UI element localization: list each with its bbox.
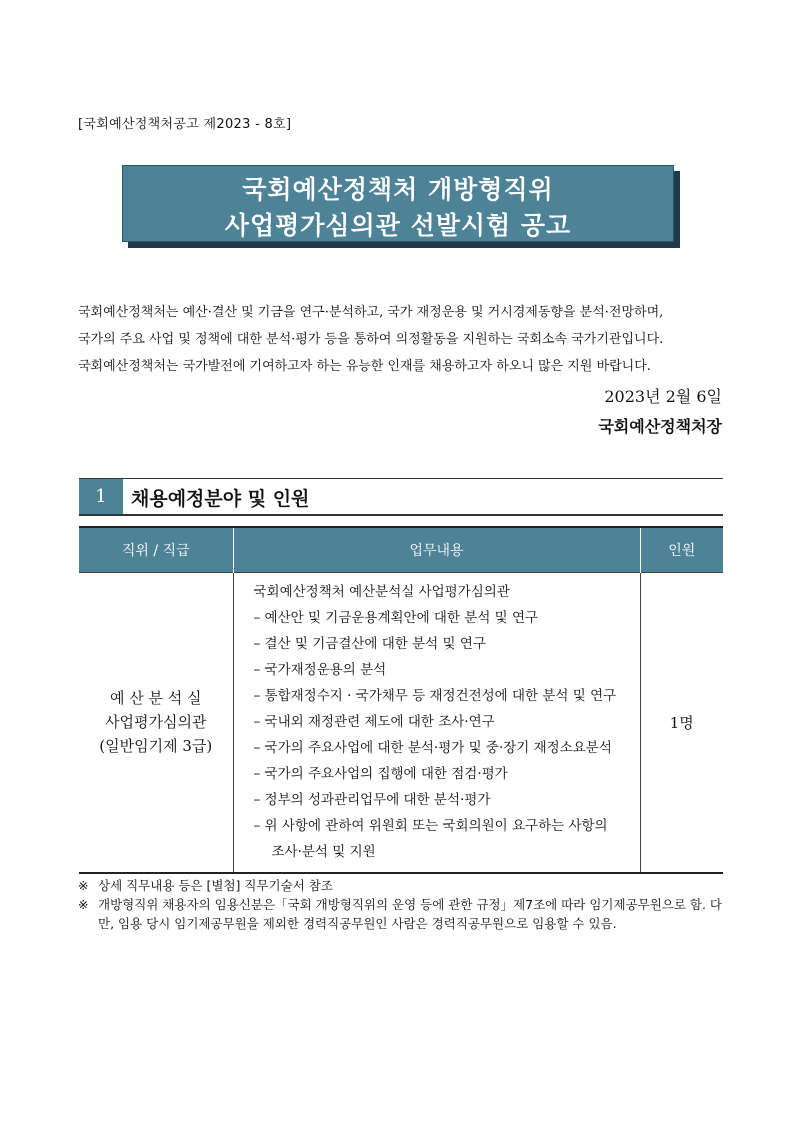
intro-line-2: 국가의 주요 사업 및 정책에 대한 분석·평가 등을 통하여 의정활동을 지원하는 국회소속 국가기관입니다. [78,332,664,347]
section-heading [79,478,723,516]
section-title: 채용예정분야 및 인원 [131,488,310,510]
duty-item: – 국내외 재정관련 제도에 대한 조사·연구 [253,714,495,730]
duty-item: – 국가의 주요사업에 대한 분석·평가 및 중·장기 재정소요분석 [253,740,612,756]
duty-item-continued: 조사·분석 및 지원 [271,844,376,860]
footnote [78,895,726,933]
duty-item: – 국가재정운용의 분석 [253,662,387,678]
title-line-2: 사업평가심의관 선발시험 공고 [224,211,572,240]
title-line-1: 국회예산정책처 개방형직위 [242,175,554,204]
intro-paragraph [78,299,728,380]
duty-item: – 정부의 성과관리업무에 대한 분석·평가 [253,792,491,808]
footnote [78,876,726,895]
table-header-row [79,527,723,573]
header-duties: 업무내용 [233,527,640,573]
duties-cell [233,573,640,873]
duty-item: – 국가의 주요사업의 집행에 대한 점검·평가 [253,766,508,782]
note-mark: ※ [78,878,89,893]
position-line: (일반임기제 3급) [99,737,213,756]
duty-item: 국회예산정책처 예산분석실 사업평가심의관 [253,584,510,600]
intro-line-1: 국회예산정책처는 예산·결산 및 기금을 연구·분석하고, 국가 재정운용 및 거시경제동향을 분석·전망하며, [78,305,664,320]
duty-item: – 결산 및 기금결산에 대한 분석 및 연구 [253,636,486,652]
note-text: 개방형직위 채용자의 임용신분은「국회 개방형직위의 운영 등에 관한 규정」제7조에 따라 임기제공무원으로 함. 다만, 임용 당시 임기제공무원을 제외한 경력직공무원인 사람은 경력직공무원으로 임용할 수 있음. [98,897,723,931]
table-row [79,573,723,873]
title-banner [122,165,674,242]
note-mark: ※ [78,897,89,912]
position-cell [79,573,233,873]
issuer: 국회예산정책처장 [598,417,722,436]
recruitment-table [79,526,723,874]
notice-number: [국회예산정책처공고 제2023 - 8호] [78,117,292,132]
position-line: 사업평가심의관 [105,713,207,732]
duty-item: – 통합재정수지 · 국가채무 등 재정건전성에 대한 분석 및 연구 [253,688,617,704]
duty-item: – 위 사항에 관하여 위원회 또는 국회의원이 요구하는 사항의 [253,818,608,834]
intro-line-3: 국회예산정책처는 국가발전에 기여하고자 하는 유능한 인재를 채용하고자 하오니 많은 지원 바랍니다. [78,359,651,374]
duty-item: – 예산안 및 기금운용계획안에 대한 분석 및 연구 [253,610,539,626]
header-count: 인원 [640,527,723,573]
section-number: 1 [79,479,123,514]
header-position: 직위 / 직급 [79,527,233,573]
position-line: 예 산 분 석 실 [109,689,202,708]
notice-date: 2023년 2월 6일 [604,387,722,406]
note-text: 상세 직무내용 등은 [별첨] 직무기술서 참조 [98,878,333,893]
footnotes [78,876,726,933]
headcount-cell: 1명 [640,573,723,873]
